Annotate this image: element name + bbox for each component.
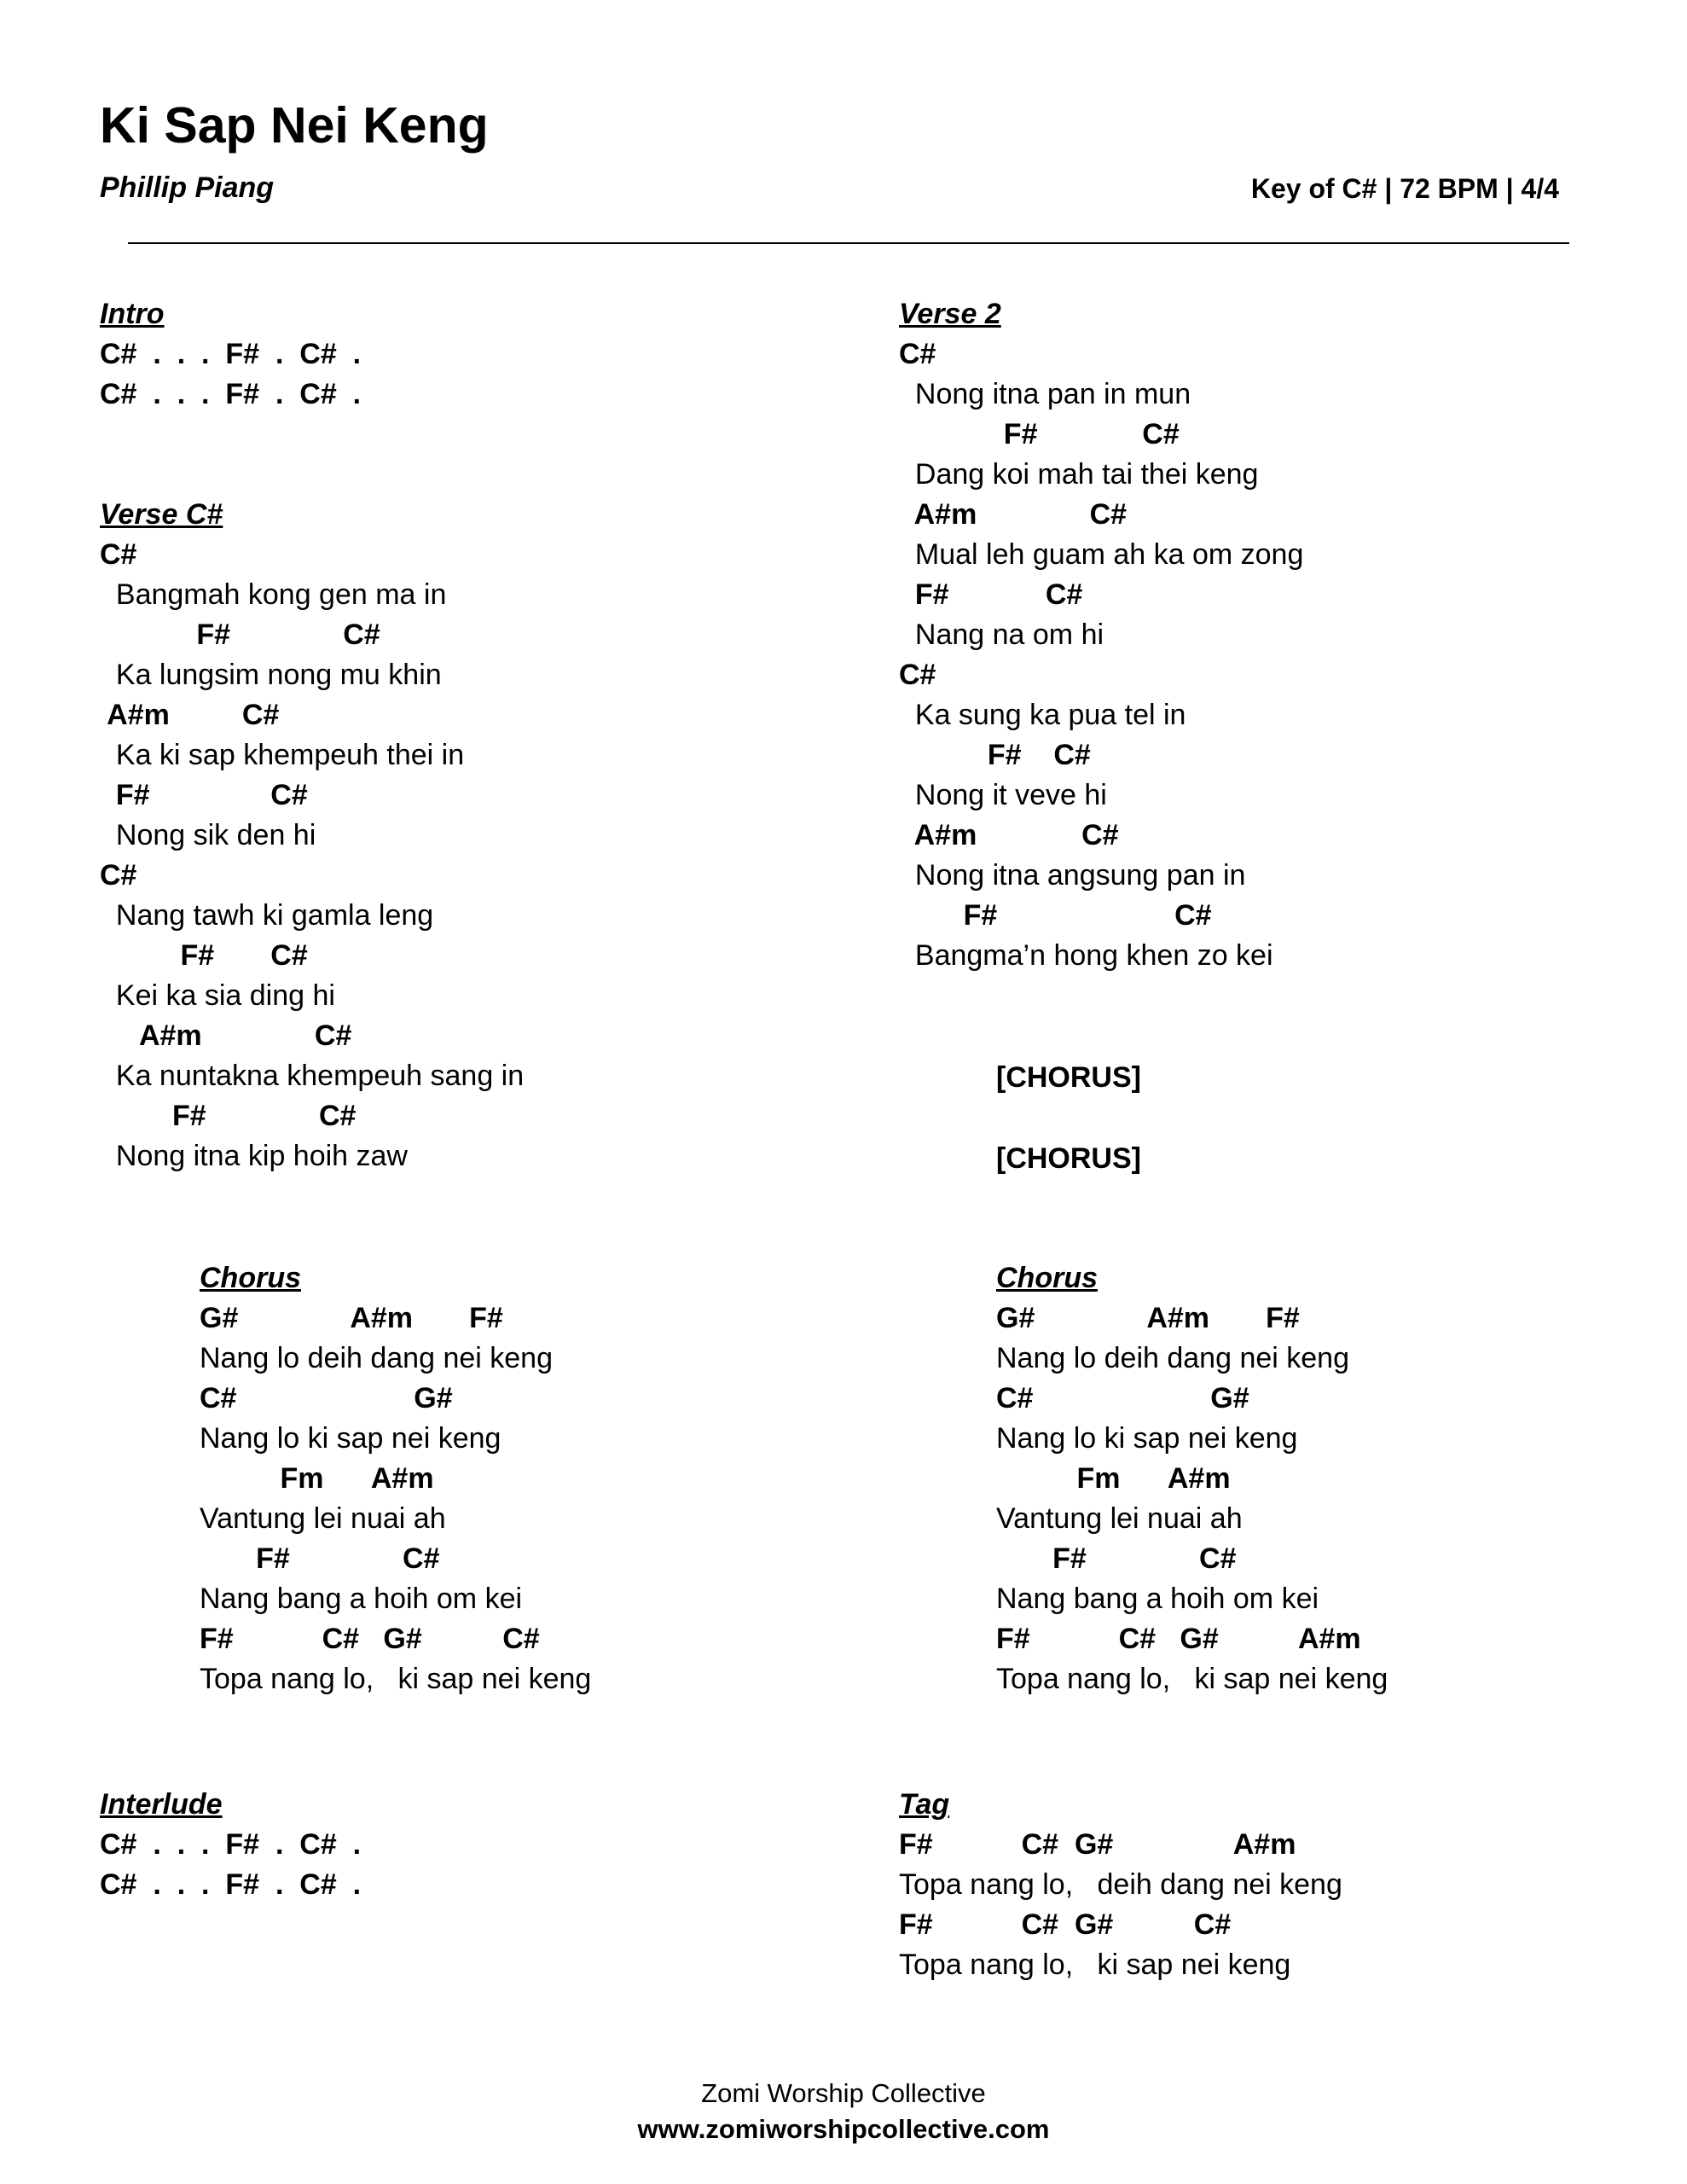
lyric-line: Nong itna kip hoih zaw: [100, 1140, 408, 1172]
chord-line: F# C#: [996, 1542, 1237, 1575]
section-heading: Intro: [100, 298, 165, 330]
chord-line: F# C#: [100, 779, 308, 811]
chord-line: C#: [899, 338, 936, 370]
lyric-line: Nang bang a hoih om kei: [996, 1583, 1319, 1615]
lyric-line: Nong itna angsung pan in: [899, 859, 1246, 892]
section-heading: Verse 2: [899, 298, 1001, 330]
lyric-line: Vantung lei nuai ah: [200, 1502, 446, 1535]
section-heading: Chorus: [996, 1262, 1098, 1294]
chord-line: A#m C#: [899, 819, 1119, 851]
key-tempo-meter: Key of C# | 72 BPM | 4/4: [1250, 173, 1559, 204]
lyric-line: Topa nang lo, ki sap nei keng: [996, 1663, 1388, 1695]
verse-2-section: [899, 294, 1303, 976]
song-artist: Phillip Piang: [100, 171, 275, 204]
lyric-line: Ka ki sap khempeuh thei in: [100, 739, 465, 771]
lyric-line: Nang lo deih dang nei keng: [200, 1342, 553, 1374]
chord-line: C# G#: [996, 1382, 1249, 1414]
chord-line: A#m C#: [899, 498, 1128, 531]
lyric-line: Topa nang lo, ki sap nei keng: [200, 1663, 592, 1695]
lyric-line: Nang na om hi: [899, 619, 1104, 651]
lyric-line: Ka lungsim nong mu khin: [100, 659, 442, 691]
chord-line: C#: [899, 659, 936, 691]
chord-line: F# C# G# C#: [200, 1623, 540, 1655]
lyric-line: Vantung lei nuai ah: [996, 1502, 1243, 1535]
chord-line: F# C# G# C#: [899, 1908, 1232, 1941]
chord-line: F# C#: [200, 1542, 440, 1575]
chord-line: A#m C#: [100, 1019, 352, 1052]
chord-line: F# C#: [899, 578, 1083, 611]
chorus-2-section: [996, 1258, 1388, 1699]
intro-section: [100, 294, 361, 415]
chorus-reference-2: [996, 1139, 1141, 1179]
lyric-line: Ka nuntakna khempeuh sang in: [100, 1060, 525, 1092]
chord-line: G# A#m F#: [200, 1302, 503, 1334]
lyric-line: Nang lo ki sap nei keng: [996, 1422, 1298, 1455]
chord-line: Fm A#m: [996, 1462, 1231, 1495]
chord-line: Fm A#m: [200, 1462, 434, 1495]
section-heading: Chorus: [200, 1262, 301, 1294]
lyric-line: Nang tawh ki gamla leng: [100, 899, 434, 932]
lyric-line: Topa nang lo, ki sap nei keng: [899, 1949, 1291, 1981]
chorus-reference-1: [996, 1058, 1141, 1098]
chord-line: F# C#: [899, 899, 1212, 932]
footer-organization: Zomi Worship Collective: [701, 2078, 986, 2108]
tag-section: [899, 1785, 1342, 1985]
section-heading: Tag: [899, 1788, 950, 1821]
chord-line: F# C#: [899, 418, 1180, 450]
chorus-1-section: [200, 1258, 591, 1699]
chorus-reference: [CHORUS]: [996, 1142, 1141, 1175]
footer-website: www.zomiworshipcollective.com: [637, 2114, 1050, 2144]
chord-line: F# C#: [100, 939, 308, 972]
lyric-line: Nong it veve hi: [899, 779, 1107, 811]
chord-line: G# A#m F#: [996, 1302, 1300, 1334]
chord-line: F# C# G# A#m: [899, 1828, 1296, 1861]
lyric-line: Nong sik den hi: [100, 819, 316, 851]
lyric-line: Nang bang a hoih om kei: [200, 1583, 523, 1615]
footer: [0, 2076, 1687, 2147]
song-title: Ki Sap Nei Keng: [100, 97, 489, 154]
lyric-line: Nang lo deih dang nei keng: [996, 1342, 1349, 1374]
verse-1-section: [100, 495, 524, 1176]
section-heading: Verse C#: [100, 498, 223, 531]
lyric-line: Mual leh guam ah ka om zong: [899, 538, 1304, 571]
chord-line: C# G#: [200, 1382, 453, 1414]
chord-line: C# . . . F# . C# .: [100, 338, 362, 370]
lyric-line: Nong itna pan in mun: [899, 378, 1191, 410]
lyric-line: Topa nang lo, deih dang nei keng: [899, 1868, 1342, 1901]
chord-line: F# C#: [100, 1100, 357, 1132]
section-heading: Interlude: [100, 1788, 223, 1821]
chord-line: C#: [100, 538, 137, 571]
chorus-reference: [CHORUS]: [996, 1061, 1141, 1094]
chord-line: C#: [100, 859, 137, 892]
chord-line: C# . . . F# . C# .: [100, 1828, 362, 1861]
lyric-line: Dang koi mah tai thei keng: [899, 458, 1259, 491]
header-divider: [128, 242, 1569, 244]
lyric-line: Ka sung ka pua tel in: [899, 699, 1186, 731]
chord-line: F# C#: [100, 619, 380, 651]
lyric-line: Bangma’n hong khen zo kei: [899, 939, 1273, 972]
interlude-section: [100, 1785, 361, 1905]
chord-line: F# C# G# A#m: [996, 1623, 1361, 1655]
chord-line: C# . . . F# . C# .: [100, 1868, 362, 1901]
lyric-line: Bangmah kong gen ma in: [100, 578, 447, 611]
lyric-line: Kei ka sia ding hi: [100, 979, 335, 1012]
chord-line: A#m C#: [100, 699, 280, 731]
chord-line: C# . . . F# . C# .: [100, 378, 362, 410]
lyric-line: Nang lo ki sap nei keng: [200, 1422, 501, 1455]
chord-line: F# C#: [899, 739, 1091, 771]
